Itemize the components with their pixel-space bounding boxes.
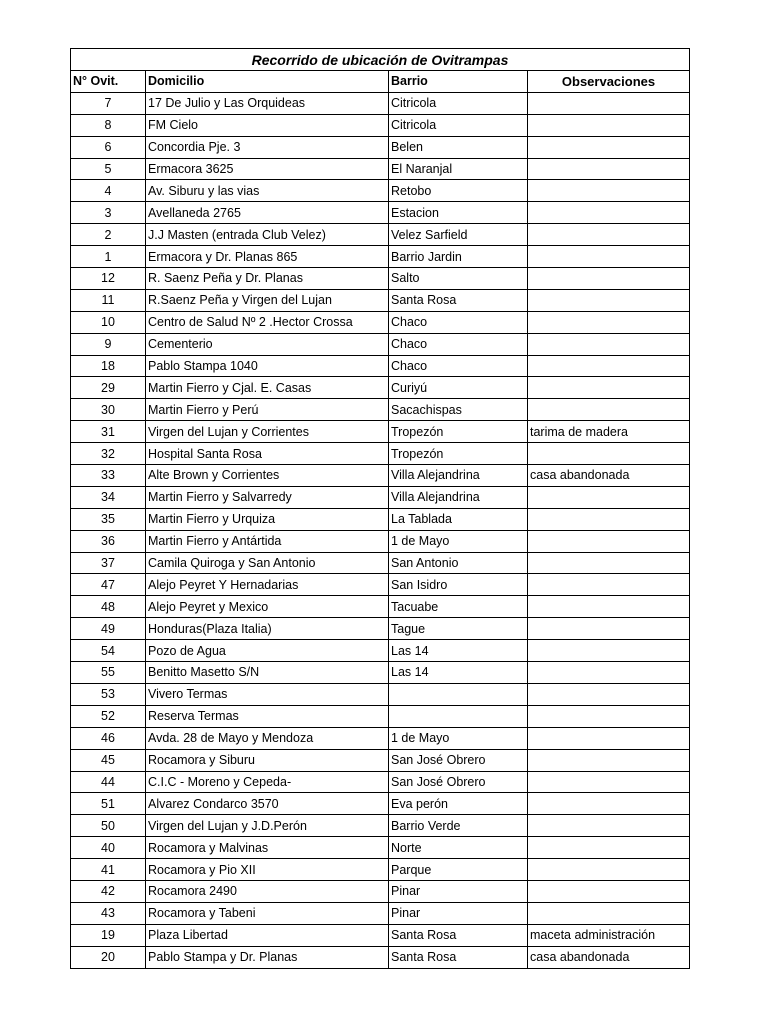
cell-number: 55 [71, 662, 146, 684]
cell-barrio: Citricola [389, 92, 528, 114]
cell-number: 5 [71, 158, 146, 180]
cell-observaciones [528, 815, 690, 837]
cell-number: 53 [71, 683, 146, 705]
table-row [71, 443, 690, 465]
cell-barrio: Pinar [389, 902, 528, 924]
cell-number: 49 [71, 618, 146, 640]
cell-number: 1 [71, 246, 146, 268]
cell-observaciones: casa abandonada [528, 946, 690, 968]
cell-domicilio: C.I.C - Moreno y Cepeda- [146, 771, 389, 793]
cell-barrio: El Naranjal [389, 158, 528, 180]
cell-observaciones [528, 727, 690, 749]
table-row [71, 333, 690, 355]
cell-observaciones [528, 793, 690, 815]
cell-domicilio: Camila Quiroga y San Antonio [146, 552, 389, 574]
cell-domicilio: Av. Siburu y las vias [146, 180, 389, 202]
table-row [71, 924, 690, 946]
cell-barrio: Salto [389, 268, 528, 290]
table-row [71, 618, 690, 640]
cell-observaciones [528, 158, 690, 180]
table-row [71, 727, 690, 749]
table-row [71, 662, 690, 684]
cell-number: 3 [71, 202, 146, 224]
cell-domicilio: Alejo Peyret Y Hernadarias [146, 574, 389, 596]
cell-number: 20 [71, 946, 146, 968]
table-row [71, 486, 690, 508]
cell-domicilio: Vivero Termas [146, 683, 389, 705]
cell-observaciones [528, 224, 690, 246]
cell-barrio: San José Obrero [389, 771, 528, 793]
cell-number: 4 [71, 180, 146, 202]
cell-number: 47 [71, 574, 146, 596]
cell-barrio: Villa Alejandrina [389, 465, 528, 487]
cell-barrio: Velez Sarfield [389, 224, 528, 246]
cell-observaciones [528, 377, 690, 399]
table-row [71, 596, 690, 618]
header-domicilio: Domicilio [146, 71, 389, 93]
table-row [71, 92, 690, 114]
cell-domicilio: Cementerio [146, 333, 389, 355]
cell-observaciones [528, 202, 690, 224]
table-row [71, 771, 690, 793]
table-row [71, 377, 690, 399]
cell-barrio: Barrio Verde [389, 815, 528, 837]
cell-number: 40 [71, 837, 146, 859]
cell-barrio: San José Obrero [389, 749, 528, 771]
cell-barrio: Chaco [389, 311, 528, 333]
cell-observaciones [528, 880, 690, 902]
cell-domicilio: Rocamora y Siburu [146, 749, 389, 771]
cell-observaciones [528, 552, 690, 574]
cell-number: 44 [71, 771, 146, 793]
cell-barrio: Santa Rosa [389, 924, 528, 946]
cell-observaciones [528, 837, 690, 859]
table-row [71, 946, 690, 968]
cell-number: 19 [71, 924, 146, 946]
cell-number: 52 [71, 705, 146, 727]
table-row [71, 508, 690, 530]
cell-domicilio: Ermacora y Dr. Planas 865 [146, 246, 389, 268]
cell-domicilio: Pozo de Agua [146, 640, 389, 662]
cell-observaciones [528, 705, 690, 727]
cell-barrio: Santa Rosa [389, 289, 528, 311]
cell-domicilio: Honduras(Plaza Italia) [146, 618, 389, 640]
table-row [71, 574, 690, 596]
cell-barrio: Las 14 [389, 662, 528, 684]
table-row [71, 837, 690, 859]
cell-barrio: Pinar [389, 880, 528, 902]
cell-number: 37 [71, 552, 146, 574]
cell-observaciones [528, 311, 690, 333]
table-row [71, 705, 690, 727]
cell-observaciones [528, 530, 690, 552]
cell-domicilio: Alvarez Condarco 3570 [146, 793, 389, 815]
cell-domicilio: Martin Fierro y Urquiza [146, 508, 389, 530]
cell-domicilio: Concordia Pje. 3 [146, 136, 389, 158]
cell-number: 33 [71, 465, 146, 487]
cell-observaciones [528, 640, 690, 662]
cell-observaciones [528, 771, 690, 793]
cell-observaciones [528, 92, 690, 114]
cell-barrio: San Isidro [389, 574, 528, 596]
cell-observaciones [528, 749, 690, 771]
cell-barrio: Curiyú [389, 377, 528, 399]
cell-domicilio: FM Cielo [146, 114, 389, 136]
header-barrio: Barrio [389, 71, 528, 93]
cell-domicilio: Martin Fierro y Salvarredy [146, 486, 389, 508]
cell-barrio: Villa Alejandrina [389, 486, 528, 508]
cell-barrio: Retobo [389, 180, 528, 202]
cell-domicilio: Reserva Termas [146, 705, 389, 727]
cell-number: 11 [71, 289, 146, 311]
cell-number: 51 [71, 793, 146, 815]
cell-observaciones: casa abandonada [528, 465, 690, 487]
cell-domicilio: Pablo Stampa 1040 [146, 355, 389, 377]
cell-observaciones [528, 246, 690, 268]
cell-barrio [389, 683, 528, 705]
table-row [71, 399, 690, 421]
table-row [71, 552, 690, 574]
cell-observaciones [528, 333, 690, 355]
cell-barrio: Estacion [389, 202, 528, 224]
cell-number: 7 [71, 92, 146, 114]
sheet-title: Recorrido de ubicación de Ovitrampas [71, 49, 690, 71]
cell-barrio: Tacuabe [389, 596, 528, 618]
cell-observaciones [528, 902, 690, 924]
table-row [71, 355, 690, 377]
cell-barrio: Citricola [389, 114, 528, 136]
cell-number: 45 [71, 749, 146, 771]
cell-observaciones [528, 508, 690, 530]
cell-barrio: Tropezón [389, 421, 528, 443]
cell-domicilio: Avellaneda 2765 [146, 202, 389, 224]
cell-domicilio: Pablo Stampa y Dr. Planas [146, 946, 389, 968]
table-row [71, 880, 690, 902]
cell-domicilio: Martin Fierro y Perú [146, 399, 389, 421]
table-row [71, 815, 690, 837]
table-row [71, 224, 690, 246]
table-row [71, 465, 690, 487]
cell-number: 54 [71, 640, 146, 662]
cell-observaciones [528, 443, 690, 465]
table-row [71, 902, 690, 924]
cell-domicilio: Rocamora y Malvinas [146, 837, 389, 859]
cell-domicilio: Benitto Masetto S/N [146, 662, 389, 684]
cell-number: 43 [71, 902, 146, 924]
cell-number: 36 [71, 530, 146, 552]
cell-number: 18 [71, 355, 146, 377]
table-row [71, 289, 690, 311]
cell-barrio: 1 de Mayo [389, 530, 528, 552]
table-row [71, 421, 690, 443]
cell-barrio: San Antonio [389, 552, 528, 574]
cell-barrio: Las 14 [389, 640, 528, 662]
cell-domicilio: R. Saenz Peña y Dr. Planas [146, 268, 389, 290]
cell-number: 42 [71, 880, 146, 902]
header-row [71, 71, 690, 93]
cell-domicilio: Alejo Peyret y Mexico [146, 596, 389, 618]
cell-domicilio: Virgen del Lujan y Corrientes [146, 421, 389, 443]
cell-number: 35 [71, 508, 146, 530]
cell-number: 32 [71, 443, 146, 465]
cell-observaciones [528, 574, 690, 596]
header-observaciones: Observaciones [528, 71, 690, 93]
table-row [71, 136, 690, 158]
table-row [71, 530, 690, 552]
cell-barrio: Belen [389, 136, 528, 158]
table-row [71, 683, 690, 705]
cell-barrio: Norte [389, 837, 528, 859]
cell-domicilio: Ermacora 3625 [146, 158, 389, 180]
cell-domicilio: J.J Masten (entrada Club Velez) [146, 224, 389, 246]
cell-barrio: Tague [389, 618, 528, 640]
cell-barrio: Parque [389, 859, 528, 881]
cell-barrio: 1 de Mayo [389, 727, 528, 749]
cell-domicilio: Martin Fierro y Cjal. E. Casas [146, 377, 389, 399]
cell-observaciones: tarima de madera [528, 421, 690, 443]
cell-observaciones [528, 136, 690, 158]
cell-number: 31 [71, 421, 146, 443]
cell-number: 10 [71, 311, 146, 333]
cell-barrio: Tropezón [389, 443, 528, 465]
cell-observaciones [528, 289, 690, 311]
cell-observaciones [528, 268, 690, 290]
cell-number: 48 [71, 596, 146, 618]
cell-number: 6 [71, 136, 146, 158]
cell-number: 46 [71, 727, 146, 749]
table-row [71, 268, 690, 290]
cell-domicilio: Rocamora y Tabeni [146, 902, 389, 924]
cell-observaciones: maceta administración [528, 924, 690, 946]
cell-number: 30 [71, 399, 146, 421]
table-row [71, 311, 690, 333]
cell-domicilio: Martin Fierro y Antártida [146, 530, 389, 552]
cell-barrio: Chaco [389, 355, 528, 377]
cell-observaciones [528, 596, 690, 618]
table-row [71, 114, 690, 136]
cell-domicilio: Rocamora 2490 [146, 880, 389, 902]
cell-barrio: Eva perón [389, 793, 528, 815]
cell-number: 29 [71, 377, 146, 399]
cell-number: 12 [71, 268, 146, 290]
table-row [71, 158, 690, 180]
cell-observaciones [528, 662, 690, 684]
ovitrampas-sheet [70, 48, 689, 969]
cell-observaciones [528, 114, 690, 136]
cell-domicilio: Rocamora y Pio XII [146, 859, 389, 881]
table-row [71, 202, 690, 224]
table-row [71, 640, 690, 662]
cell-observaciones [528, 859, 690, 881]
table-body [71, 92, 690, 968]
cell-barrio [389, 705, 528, 727]
cell-barrio: Santa Rosa [389, 946, 528, 968]
table-row [71, 749, 690, 771]
cell-observaciones [528, 486, 690, 508]
cell-observaciones [528, 180, 690, 202]
cell-domicilio: Centro de Salud Nº 2 .Hector Crossa [146, 311, 389, 333]
header-number: N° Ovit. [71, 71, 146, 93]
cell-domicilio: Plaza Libertad [146, 924, 389, 946]
ovitrampas-table [70, 48, 690, 969]
cell-barrio: Chaco [389, 333, 528, 355]
cell-observaciones [528, 399, 690, 421]
cell-observaciones [528, 683, 690, 705]
table-row [71, 793, 690, 815]
cell-number: 50 [71, 815, 146, 837]
cell-barrio: Barrio Jardin [389, 246, 528, 268]
cell-domicilio: Avda. 28 de Mayo y Mendoza [146, 727, 389, 749]
table-row [71, 246, 690, 268]
cell-domicilio: R.Saenz Peña y Virgen del Lujan [146, 289, 389, 311]
cell-number: 8 [71, 114, 146, 136]
table-row [71, 180, 690, 202]
cell-domicilio: Virgen del Lujan y J.D.Perón [146, 815, 389, 837]
cell-number: 41 [71, 859, 146, 881]
cell-barrio: La Tablada [389, 508, 528, 530]
cell-observaciones [528, 355, 690, 377]
cell-barrio: Sacachispas [389, 399, 528, 421]
title-row [71, 49, 690, 71]
table-row [71, 859, 690, 881]
cell-domicilio: 17 De Julio y Las Orquideas [146, 92, 389, 114]
cell-number: 9 [71, 333, 146, 355]
cell-number: 2 [71, 224, 146, 246]
cell-domicilio: Hospital Santa Rosa [146, 443, 389, 465]
cell-number: 34 [71, 486, 146, 508]
cell-observaciones [528, 618, 690, 640]
cell-domicilio: Alte Brown y Corrientes [146, 465, 389, 487]
